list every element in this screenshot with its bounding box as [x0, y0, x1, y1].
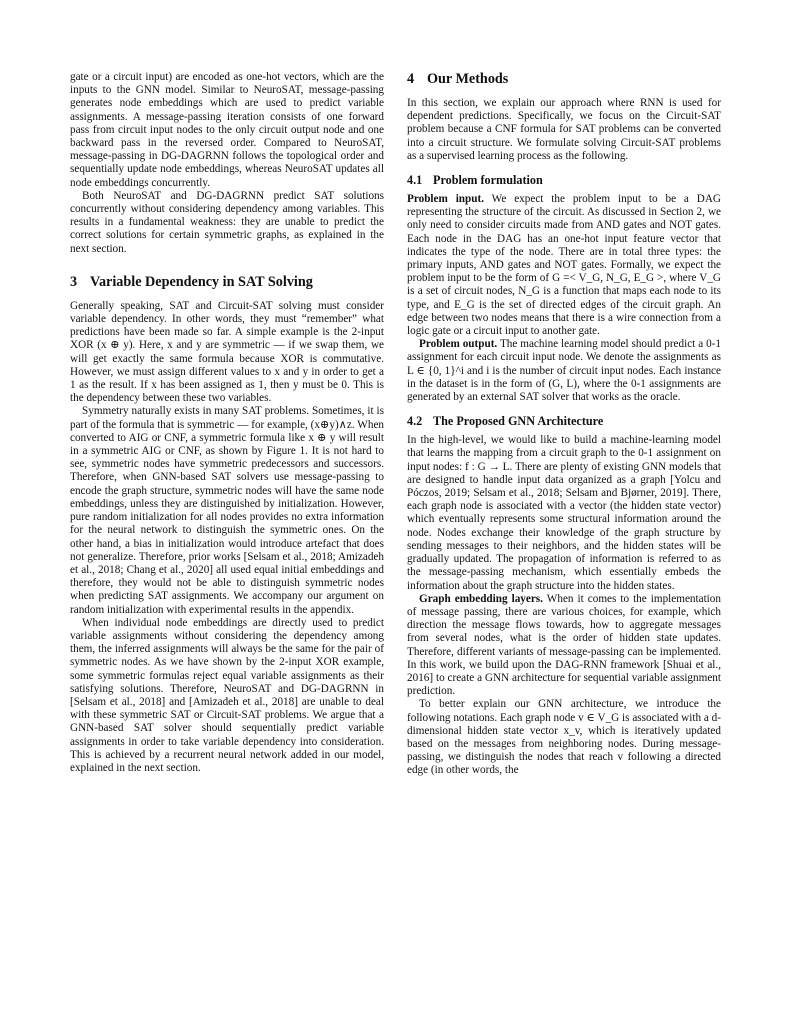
section-4-title: Our Methods: [427, 71, 509, 87]
problem-input-body: We expect the problem input to be a DAG representing the structure of the circuit. As discussed in Section 2, we only need to consider circuits made from AND gates and NOT gates. Each node in the DAG has an one-hot input feature vector that indicates the type of the node. There are in total three types: the primary inputs, AND gates and NOT gates. Formally, we expect the problem input to be the form of G =< V_G, N_G, E_G >, where V_G is a set of circuit nodes, N_G is a function that maps each node to its type, and E_G is the set of directed edges of the circuit graph. An edge between two nodes means that there is a wire connection from a logic gate or a circuit input to another gate.: [407, 193, 722, 338]
paragraph-both-neurosat: Both NeuroSAT and DG-DAGRNN predict SAT solutions concurrently without considering dependency among variables. This results in a fundamental weakness: they are unable to predict the correct solutions for certain symmetric graphs, as explained in the next section.: [70, 189, 384, 255]
section-4-1-number: 4.1: [407, 173, 423, 188]
problem-output-runin: Problem output.: [419, 338, 498, 351]
paragraph-symmetry: Symmetry naturally exists in many SAT problems. Sometimes, it is part of the formula that is symmetric — for example, (x⊕y)∧z. When converted to AIG or CNF, a symmetric formula like x ⊕ y will result in a symmetric AIG or CNF, as shown by Figure 1. It is not hard to see, symmetric nodes have symmetric predecessors and successors. Therefore, when GNN-based SAT solvers use message-passing to encode the graph structure, symmetric nodes will have the same node embeddings, unless they are distinguished by initialization. However, pure random initialization for all nodes provides no extra information for the neural network to distinguish the symmetric ones. On the other hand, a bias in initialization would introduce artefact that does not generalize. Therefore, prior works [Selsam et al., 2018; Amizadeh et al., 2018; Chang et al., 2020] all used equal initial embeddings and therefore, they would not be able to distinguish symmetric nodes when predicting SAT assignments. We accompany our argument on random initialization with experimental results in the appendix.: [70, 405, 384, 616]
paragraph-better-explain: To better explain our GNN architecture, we introduce the following notations. Each graph node v ∈ V_G is associated with a d-dimensional hidden state vector x_v, which is iteratively updated based on the messages from neighboring nodes. During message-passing, we distinguish the nodes that reach v following a directed edge (in other words, the: [407, 698, 721, 777]
paragraph-generally: Generally speaking, SAT and Circuit-SAT solving must consider variable dependency. In other words, they must “remember” what predictions have been made so far. A simple example is the 2-input XOR (x ⊕ y). Here, x and y are symmetric — if we swap them, we will get exactly the same formula because XOR is commutative. However, we must assign different values to x and y in order to get a 1 as the result. If x has been assigned as 1, then y must be 0. This is the dependency between these two variables.: [70, 299, 384, 405]
paragraph-methods: In this section, we explain our approach where RNN is used for dependent predictions. Specifically, we focus on the Circuit-SAT problem because a CNF formula for SAT problems can be converted into a circuit structure. We formulate solving Circuit-SAT problems as a supervised learning process as the following.: [407, 97, 721, 162]
section-4-2-heading: [407, 414, 721, 429]
section-4-2-title: The Proposed GNN Architecture: [433, 414, 604, 429]
paragraph-problem-output: [407, 338, 721, 404]
section-3-title: Variable Dependency in SAT Solving: [90, 273, 313, 290]
graph-embedding-runin: Graph embedding layers.: [419, 592, 543, 605]
paragraph-problem-input: [407, 193, 721, 338]
section-4-heading: [407, 71, 721, 88]
left-column: [70, 71, 384, 775]
graph-embedding-body: When it comes to the implementation of message passing, there are various choices, for example, which direction the message flows towards, how to aggregate messages from several nodes, what is the order of hidden state updates. Therefore, different variants of message-passing can be implemented. In this work, we build upon the DAG-RNN framework [Shuai et al., 2016] to create a GNN architecture for sequential variable assignment prediction.: [407, 592, 721, 698]
problem-output-body: The machine learning model should predict a 0-1 assignment for each circuit input node. We denote the assignments as L ∈ {0, 1}^i and i is the number of circuit input nodes. Each instance in the dataset is in the form of (G, L), where the 0-1 assignments are generated by an external SAT solver that works as the oracle.: [407, 338, 721, 404]
section-4-1-title: Problem formulation: [433, 173, 543, 188]
paragraph-graph-embedding: [407, 593, 721, 699]
section-3-number: 3: [70, 273, 78, 290]
section-3-heading: [70, 274, 384, 291]
problem-input-runin: Problem input.: [407, 193, 484, 206]
section-4-1-heading: [407, 173, 721, 188]
right-column: [407, 71, 721, 778]
section-4-2-number: 4.2: [407, 414, 423, 429]
paragraph-intro: gate or a circuit input) are encoded as one-hot vectors, which are the inputs to the GNN model. Similar to NeuroSAT, message-passing generates node embeddings which are used to predict variable assignments. A message-passing iteration consists of one forward pass from circuit input nodes to the only circuit output node and one backward pass in the reversed order. Compared to NeuroSAT, message-passing in DG-DAGRNN follows the topological order and sequentially update node embeddings, whereas NeuroSAT updates all node embeddings concurrently.: [70, 71, 384, 189]
section-4-number: 4: [407, 71, 415, 87]
paragraph-when-embeddings: When individual node embeddings are directly used to predict variable assignments without considering the dependency among them, the inferred assignments will always be the same for the pair of symmetric nodes. As we have shown by the 2-input XOR example, some symmetric formulas reject equal variable assignments as their satisfying solutions. Therefore, NeuroSAT and DG-DAGRNN in [Selsam et al., 2018] and [Amizadeh et al., 2018] are unable to deal with these symmetric SAT or Circuit-SAT problems. We argue that a GNN-based SAT solver should sequentially predict variable assignments in order to take variable dependency into consideration. This is achieved by a recurrent neural network added in our model, explained in the next section.: [70, 616, 384, 774]
paragraph-high-level: In the high-level, we would like to build a machine-learning model that learns the mapping from a circuit graph to the 0-1 assignment on input nodes: f : G → L. There are plenty of existing GNN models that are designed to handle input data organized as a graph [Yolcu and Póczos, 2019; Selsam et al., 2018; Selsam and Bjørner, 2019]. There, each graph node is associated with a vector (the hidden state vector) which eventually represents some structural information around the node. Nodes exchange their knowledge of the graph structure by sending messages to their neighbors, and the hidden states will be gradually updated. The propagation of information is referred to as the message-passing mechanism, which essentially embeds the information about the graph structure into the hidden states.: [407, 434, 721, 592]
